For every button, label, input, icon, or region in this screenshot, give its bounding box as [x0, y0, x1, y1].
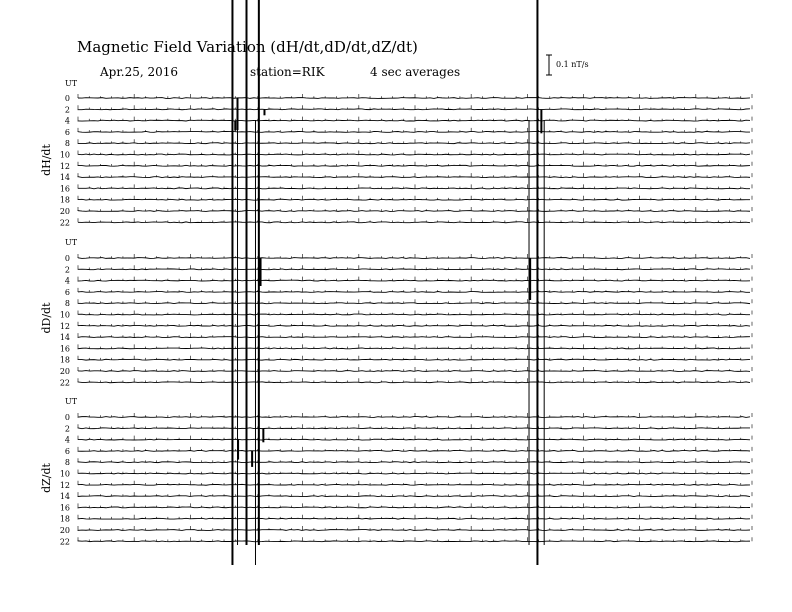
- hour-tick-label: 0: [64, 413, 70, 422]
- hour-tick-label: 4: [64, 435, 70, 445]
- component-label: dH/dt: [40, 144, 53, 176]
- hour-tick-label: 6: [64, 446, 70, 456]
- hour-tick-label: 18: [59, 355, 70, 365]
- hour-tick-label: 0: [64, 254, 70, 263]
- date-label: Apr.25, 2016: [100, 65, 179, 79]
- hour-tick-label: 6: [64, 287, 70, 297]
- scale-bar-label: 0.1 nT/s: [556, 60, 589, 69]
- hour-tick-label: 8: [64, 139, 70, 149]
- hour-tick-label: 2: [64, 265, 70, 275]
- ut-axis-label: UT: [65, 238, 78, 247]
- hour-tick-label: 20: [59, 207, 70, 216]
- hour-tick-label: 16: [59, 503, 70, 513]
- hour-tick-label: 14: [59, 173, 70, 183]
- hour-tick-label: 16: [59, 184, 70, 194]
- hour-tick-label: 0: [64, 94, 70, 103]
- hour-tick-label: 10: [59, 150, 70, 160]
- ut-axis-label: UT: [65, 79, 78, 88]
- hour-tick-label: 12: [59, 161, 70, 171]
- hour-tick-label: 22: [59, 537, 70, 547]
- hour-tick-label: 12: [59, 321, 70, 331]
- hour-tick-label: 8: [64, 299, 70, 309]
- hour-tick-label: 12: [59, 480, 70, 490]
- hour-tick-label: 2: [64, 424, 70, 434]
- hour-tick-label: 18: [59, 514, 70, 524]
- averaging-label: 4 sec averages: [370, 65, 461, 79]
- hour-tick-label: 4: [64, 276, 70, 286]
- chart-title: Magnetic Field Variation (dH/dt,dD/dt,dZ/dt): [77, 38, 418, 56]
- hour-tick-label: 14: [59, 492, 70, 502]
- component-label: dD/dt: [40, 302, 53, 334]
- hour-tick-label: 8: [64, 458, 70, 468]
- station-label: station=RIK: [250, 65, 325, 79]
- hour-tick-label: 20: [59, 526, 70, 535]
- hour-tick-label: 22: [59, 218, 70, 228]
- hour-tick-label: 4: [64, 116, 70, 126]
- ut-axis-label: UT: [65, 397, 78, 406]
- hour-tick-label: 6: [64, 127, 70, 137]
- hour-tick-label: 18: [59, 195, 70, 205]
- hour-tick-label: 10: [59, 310, 70, 320]
- hour-tick-label: 14: [59, 333, 70, 343]
- hour-tick-label: 10: [59, 469, 70, 479]
- hour-tick-label: 20: [59, 367, 70, 376]
- component-label: dZ/dt: [40, 463, 53, 493]
- hour-tick-label: 22: [59, 378, 70, 388]
- hour-tick-label: 16: [59, 344, 70, 354]
- hour-tick-label: 2: [64, 105, 70, 115]
